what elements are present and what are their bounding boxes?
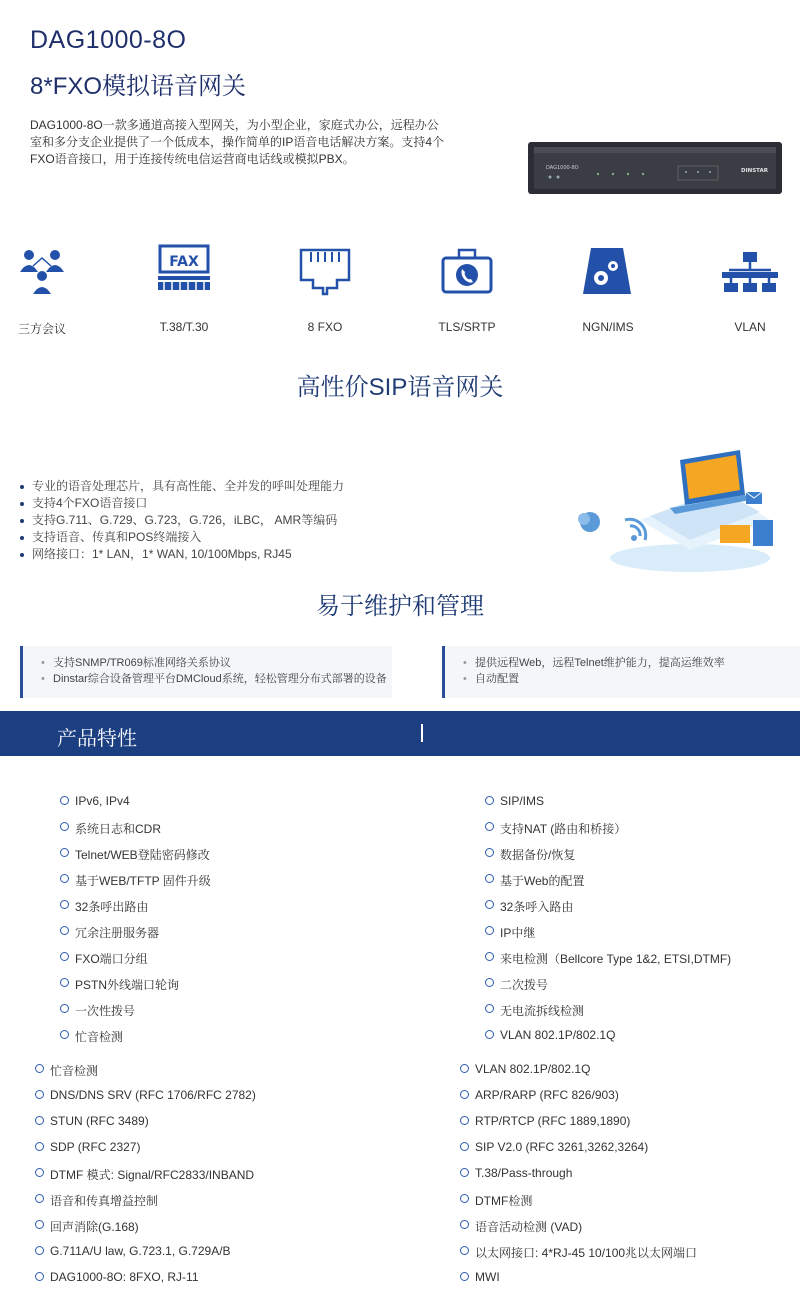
- bullet-ring-icon: [35, 1116, 44, 1125]
- feature-ngn: [552, 246, 662, 296]
- feature-conference: [0, 246, 98, 298]
- fax-icon: [156, 244, 212, 294]
- features-banner: [0, 711, 800, 756]
- bullet-ring-icon: [460, 1090, 469, 1099]
- bullet-ring-icon: [460, 1168, 469, 1177]
- list-item: • 自动配置: [463, 671, 800, 687]
- list-item: 支持语音、传真和POS终端接入: [20, 529, 344, 546]
- bullet-ring-icon: [35, 1142, 44, 1151]
- feature-label-fxo: 8 FXO: [307, 320, 343, 334]
- bullet-ring-icon: [35, 1194, 44, 1203]
- bullet-ring-icon: [60, 848, 69, 857]
- bullet-ring-icon: [460, 1064, 469, 1073]
- bullet-ring-icon: [60, 926, 69, 935]
- bullet-ring-icon: [485, 900, 494, 909]
- bullet-ring-icon: [60, 796, 69, 805]
- bullet-ring-icon: [460, 1272, 469, 1281]
- bullet-ring-icon: [485, 1030, 494, 1039]
- bullet-ring-icon: [35, 1064, 44, 1073]
- bullet-ring-icon: [460, 1116, 469, 1125]
- bullet-ring-icon: [485, 822, 494, 831]
- management-box-left: [20, 646, 392, 698]
- list-item: 专业的语音处理芯片，具有高性能、全并发的呼叫处理能力: [20, 478, 344, 495]
- conference-icon: [15, 246, 71, 298]
- bullet-ring-icon: [485, 978, 494, 987]
- bullet-ring-icon: [485, 1004, 494, 1013]
- feature-fax: [129, 244, 239, 294]
- management-box-right: [442, 646, 800, 698]
- product-subtitle: 8*FXO模拟语音网关: [30, 73, 247, 100]
- feature-tls: [412, 248, 522, 296]
- device-brand: DINSTAR: [741, 168, 768, 174]
- bullet-ring-icon: [485, 952, 494, 961]
- bullet-ring-icon: [60, 1004, 69, 1013]
- bullet-ring-icon: [60, 952, 69, 961]
- bullet-ring-icon: [35, 1090, 44, 1099]
- device-model-label: DAG1000-8O: [546, 165, 579, 171]
- feature-label-vlan: VLAN: [734, 320, 766, 334]
- bullet-ring-icon: [460, 1194, 469, 1203]
- list-item: 支持G.711、G.729、G.723，G.726，iLBC， AMR等编码: [20, 512, 344, 529]
- bullet-ring-icon: [60, 822, 69, 831]
- bullet-ring-icon: [60, 978, 69, 987]
- product-intro: DAG1000-8O一款多通道高接入型网关，为小型企业，家庭式办公，远程办公室和多分支企业提供了一个低成本，操作简单的IP语音电话解决方案。支持4个FXO语音接口，用于连接传统电信运营商电话线或模拟PBX。: [30, 118, 445, 166]
- port-icon: [297, 246, 353, 296]
- bullet-ring-icon: [35, 1168, 44, 1177]
- list-item: 支持4个FXO语音接口: [20, 495, 344, 512]
- feature-label-tls: TLS/SRTP: [438, 320, 496, 334]
- bullet-ring-icon: [60, 1030, 69, 1039]
- bullet-ring-icon: [60, 900, 69, 909]
- feature-icons-row: [0, 238, 800, 338]
- bullet-ring-icon: [60, 874, 69, 883]
- list-item: • 提供远程Web，远程Telnet维护能力，提高运维效率: [463, 655, 800, 671]
- list-item: • Dinstar综合设备管理平台DMCloud系统，轻松管理分布式部署的设备: [41, 671, 392, 687]
- bullet-ring-icon: [35, 1246, 44, 1255]
- secure-phone-icon: [439, 248, 495, 296]
- device-image: [528, 142, 782, 194]
- feature-fxo: [270, 246, 380, 296]
- network-icon: [722, 250, 778, 294]
- bullet-ring-icon: [485, 926, 494, 935]
- bullet-ring-icon: [35, 1220, 44, 1229]
- banner-title: 产品特性: [57, 728, 137, 750]
- list-item: • 支持SNMP/TR069标准网络关系协议: [41, 655, 392, 671]
- list-item: 网络接口：1* LAN，1* WAN, 10/100Mbps, RJ45: [20, 546, 344, 563]
- bullet-ring-icon: [485, 848, 494, 857]
- management-heading: 易于维护和管理: [316, 593, 484, 620]
- network-illustration: [570, 450, 780, 574]
- fax-text: FAX: [169, 254, 199, 270]
- bullet-ring-icon: [35, 1272, 44, 1281]
- feature-label-fax: T.38/T.30: [159, 320, 209, 334]
- feature-vlan: [695, 250, 800, 294]
- bullet-ring-icon: [460, 1220, 469, 1229]
- bullet-ring-icon: [460, 1142, 469, 1151]
- performance-list: [20, 478, 344, 563]
- product-model: DAG1000-8O: [30, 26, 187, 54]
- bullet-ring-icon: [485, 796, 494, 805]
- feature-label-ngn: NGN/IMS: [582, 320, 634, 334]
- gears-icon: [579, 246, 635, 296]
- bullet-ring-icon: [460, 1246, 469, 1255]
- banner-divider: [421, 724, 423, 742]
- feature-label-conference: 三方会议: [17, 322, 66, 336]
- bullet-ring-icon: [485, 874, 494, 883]
- performance-heading: 高性价SIP语音网关: [296, 374, 504, 401]
